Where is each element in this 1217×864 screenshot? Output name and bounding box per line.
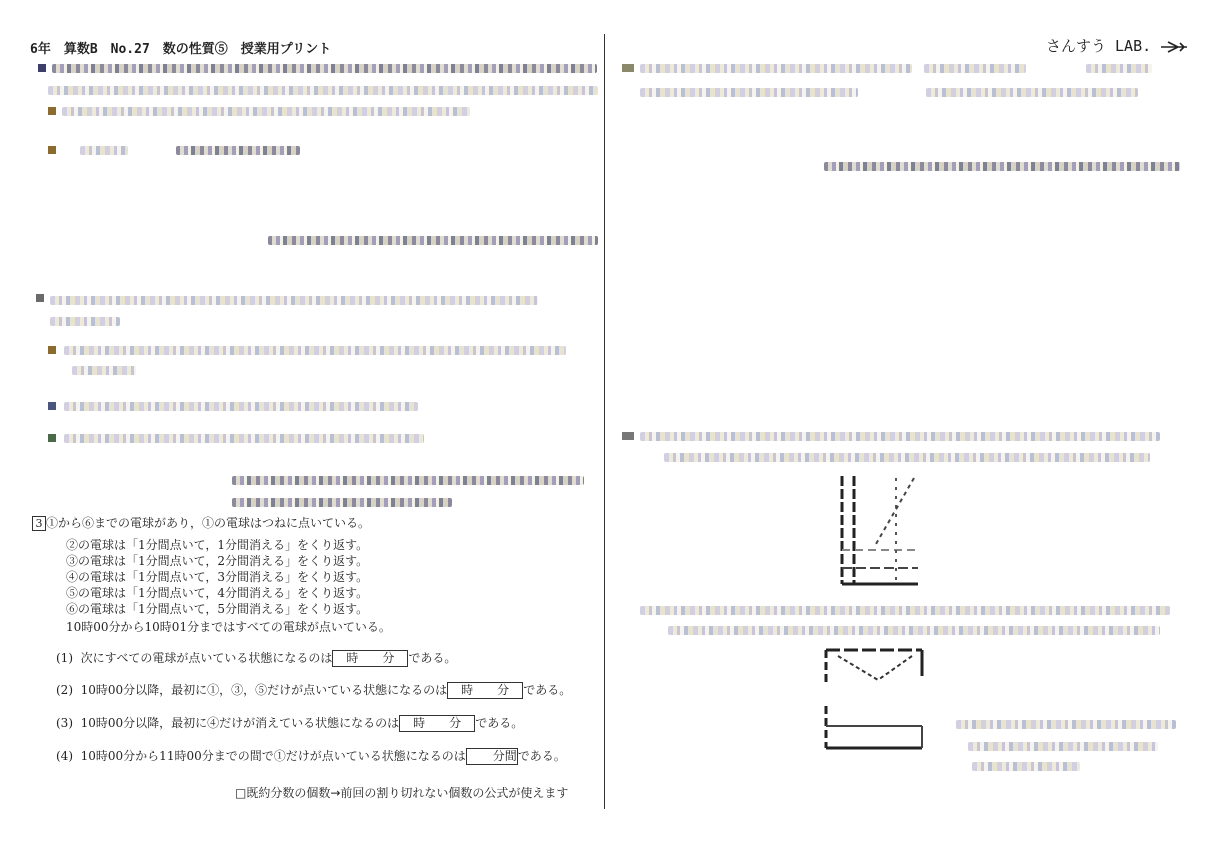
question-3 [56,715,523,732]
question-text: 10時00分から11時00分までの間で①だけが点いている状態になるのは [80,749,466,763]
question-text: 10時00分以降，最初に④だけが消えている状態になるのは [80,716,400,730]
answer-box[interactable]: 時 分 [447,682,523,699]
rule-line: ③の電球は「1分間点いて，2分間消える」をくり返す。 [66,554,369,568]
question-suffix: である。 [408,651,457,665]
rule-line: ⑥の電球は「1分間点いて，5分間消える」をくり返す。 [66,602,369,616]
rule-line: ②の電球は「1分間点いて，1分間消える」をくり返す。 [66,538,369,552]
question-number: (3) [56,716,73,730]
brand-logo [1046,35,1188,56]
column-divider [604,34,605,809]
figure-2 [822,646,926,752]
question-text: 次にすべての電球が点いている状態になるのは [80,651,333,665]
question-number: (2) [56,683,73,697]
rule-line: 10時00分から10時01分まではすべての電球が点いている。 [66,620,391,634]
brand-name: さんすう LAB. [1046,37,1152,55]
answer-box[interactable]: 時 分 [399,715,475,732]
question-suffix: である。 [523,683,572,697]
figure-1 [836,474,922,588]
question-4 [56,748,566,765]
question-text: 10時00分以降，最初に①，③，⑤だけが点いている状態になるのは [80,683,448,697]
answer-box[interactable]: 分間 [466,748,518,765]
question-2 [56,682,571,699]
problem-3-intro-line [32,515,370,531]
page-title: 6年 算数B No.27 数の性質⑤ 授業用プリント [30,42,332,57]
question-number: (1) [56,651,73,665]
question-suffix: である。 [517,749,566,763]
rule-line: ⑤の電球は「1分間点いて，4分間消える」をくり返す。 [66,586,369,600]
airplane-icon [1160,41,1188,53]
question-suffix: である。 [475,716,524,730]
question-number: (4) [56,749,73,763]
problem-number-box: 3 [32,516,46,531]
rule-line: ④の電球は「1分間点いて，3分間消える」をくり返す。 [66,570,369,584]
question-1 [56,650,456,667]
problem-3-intro: ①から⑥までの電球があり，①の電球はつねに点いている。 [46,516,371,530]
footnote: □既約分数の個数→前回の割り切れない個数の公式が使えます [235,786,569,800]
answer-box[interactable]: 時 分 [332,650,408,667]
